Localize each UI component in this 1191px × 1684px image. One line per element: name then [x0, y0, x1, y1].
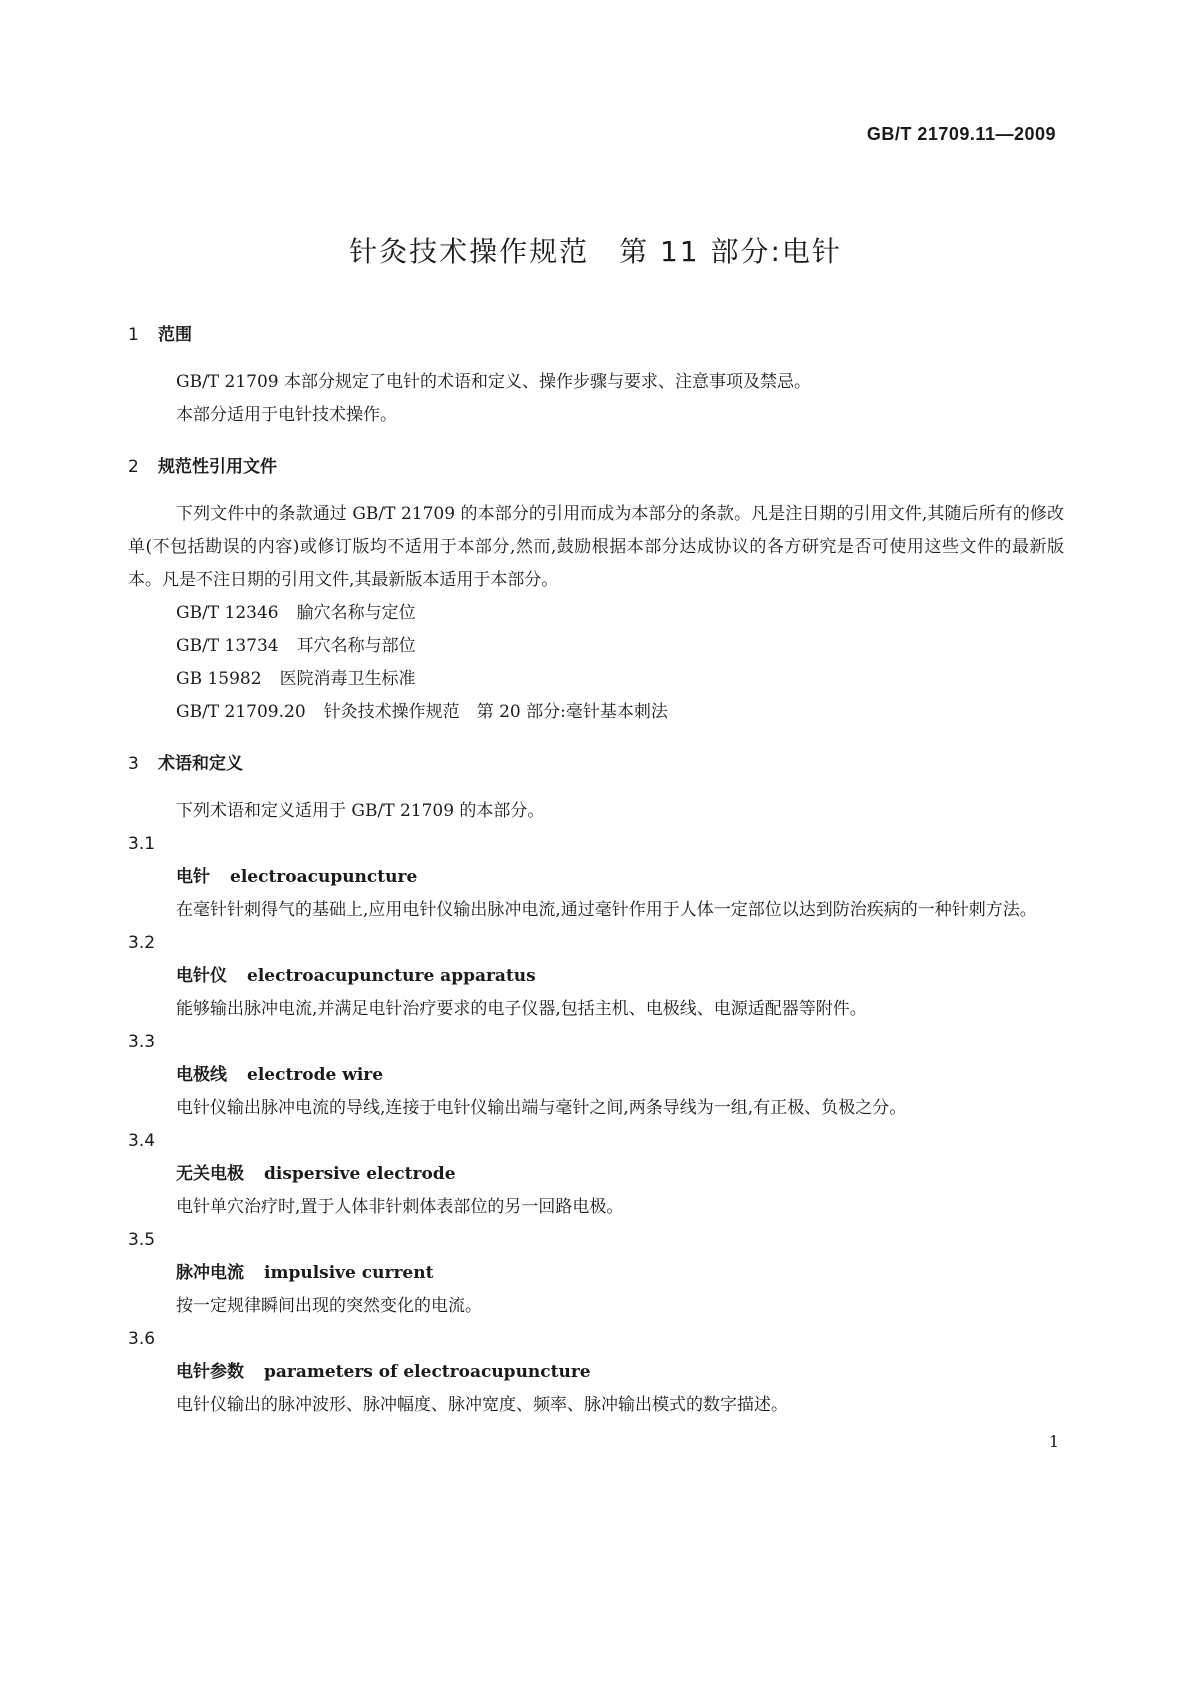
section-title: 规范性引用文件: [158, 457, 277, 477]
reference-code: GB/T 13734: [176, 636, 279, 656]
term-entry: [128, 828, 1064, 927]
reference-title: 腧穴名称与定位: [296, 603, 416, 623]
term-name: [128, 960, 1064, 993]
section-title: 范围: [158, 325, 192, 345]
term-number: 3.5: [128, 1230, 156, 1250]
term-definition: 电针单穴治疗时,置于人体非针刺体表部位的另一回路电极。: [176, 1197, 624, 1217]
term-cn: 电针: [176, 867, 210, 887]
reference-code: GB/T 12346: [176, 603, 279, 623]
term-en: parameters of electroacupuncture: [264, 1362, 591, 1382]
section-heading-scope: [128, 318, 1064, 352]
term-number: 3.1: [128, 834, 156, 854]
reference-item: [128, 630, 1064, 663]
term-entry: [128, 1224, 1064, 1323]
reference-item: [128, 696, 1064, 729]
term-name: [128, 1158, 1064, 1191]
term-definition: 按一定规律瞬间出现的突然变化的电流。: [176, 1296, 482, 1316]
document-title: 针灸技术操作规范 第 11 部分:电针: [349, 235, 842, 268]
term-definition: 能够输出脉冲电流,并满足电针治疗要求的电子仪器,包括主机、电极线、电源适配器等附件。: [176, 999, 867, 1019]
term-en: electroacupuncture: [230, 867, 418, 887]
document-body: [128, 318, 1064, 1422]
section-number: 1: [128, 325, 139, 345]
paragraph: GB/T 21709 本部分规定了电针的术语和定义、操作步骤与要求、注意事项及禁忌。: [176, 372, 812, 392]
reference-item: [128, 663, 1064, 696]
term-number: 3.3: [128, 1032, 156, 1052]
reference-title: 耳穴名称与部位: [296, 636, 416, 656]
section-number: 3: [128, 754, 139, 774]
term-en: electrode wire: [247, 1065, 384, 1085]
term-definition: 电针仪输出脉冲电流的导线,连接于电针仪输出端与毫针之间,两条导线为一组,有正极、负极之分。: [176, 1098, 907, 1118]
term-name: [128, 861, 1064, 894]
term-cn: 电极线: [176, 1065, 227, 1085]
section-heading-terms: [128, 747, 1064, 781]
paragraph: 下列文件中的条款通过 GB/T 21709 的本部分的引用而成为本部分的条款。凡是注日期的引用文件,其随后所有的修改单(不包括勘误的内容)或修订版均不适用于本部分,然而,鼓励根据本部分达成协议的各方研究是否可使用这些文件的最新版本。凡是不注日期的引用文件,其最新版本适用于本部分。: [128, 504, 1064, 590]
reference-title: 针灸技术操作规范 第 20 部分:毫针基本刺法: [323, 702, 668, 722]
term-number: 3.2: [128, 933, 156, 953]
section-heading-normative: [128, 450, 1064, 484]
term-definition: 电针仪输出的脉冲波形、脉冲幅度、脉冲宽度、频率、脉冲输出模式的数字描述。: [176, 1395, 788, 1415]
standard-code: GB/T 21709.11—2009: [866, 124, 1056, 144]
term-entry: [128, 1125, 1064, 1224]
term-name: [128, 1257, 1064, 1290]
section-title: 术语和定义: [158, 754, 243, 774]
term-cn: 脉冲电流: [176, 1263, 244, 1283]
reference-title: 医院消毒卫生标准: [279, 669, 416, 689]
reference-code: GB/T 21709.20: [176, 702, 306, 722]
term-cn: 电针参数: [176, 1362, 244, 1382]
reference-item: [128, 597, 1064, 630]
reference-code: GB 15982: [176, 669, 262, 689]
paragraph: 本部分适用于电针技术操作。: [176, 405, 397, 425]
term-entry: [128, 1026, 1064, 1125]
term-en: electroacupuncture apparatus: [247, 966, 536, 986]
term-entry: [128, 1323, 1064, 1422]
term-cn: 无关电极: [176, 1164, 244, 1184]
term-cn: 电针仪: [176, 966, 227, 986]
term-name: [128, 1059, 1064, 1092]
term-name: [128, 1356, 1064, 1389]
term-number: 3.6: [128, 1329, 156, 1349]
section-number: 2: [128, 457, 139, 477]
term-definition: 在毫针针刺得气的基础上,应用电针仪输出脉冲电流,通过毫针作用于人体一定部位以达到防治疾病的一种针刺方法。: [176, 900, 1037, 920]
page-number: 1: [1048, 1432, 1059, 1451]
term-en: dispersive electrode: [264, 1164, 456, 1184]
term-number: 3.4: [128, 1131, 156, 1151]
paragraph: 下列术语和定义适用于 GB/T 21709 的本部分。: [176, 801, 545, 821]
term-en: impulsive current: [264, 1263, 434, 1283]
term-entry: [128, 927, 1064, 1026]
